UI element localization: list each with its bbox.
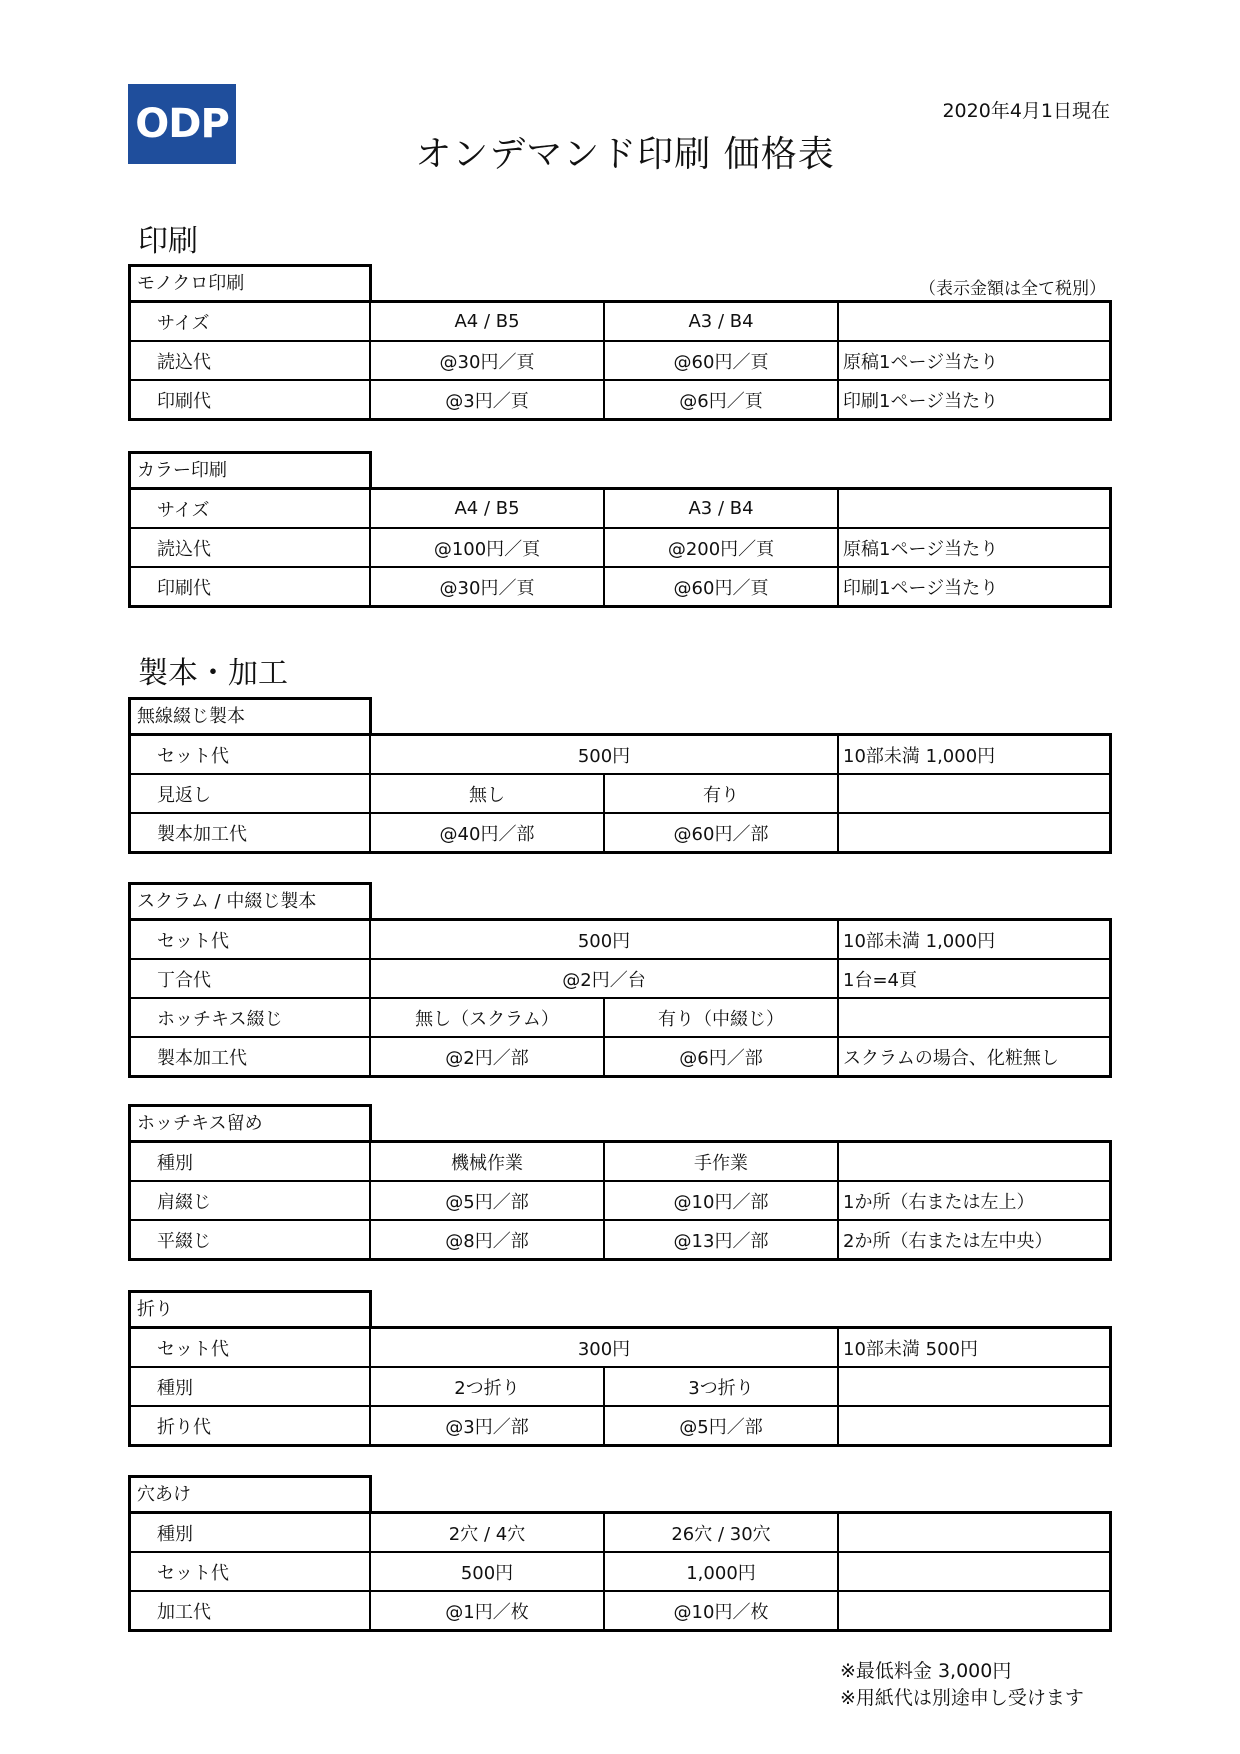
staple-grid [128,1140,1112,1261]
cell: @30円／頁 [369,568,603,605]
table-row [131,1329,1109,1366]
staple-table [128,1104,1112,1261]
staple-tab [128,1104,372,1140]
row-note [837,1514,1109,1551]
punch-grid [128,1511,1112,1632]
mono-tab-label: モノクロ印刷 [137,273,245,294]
row-label: サイズ [157,312,210,334]
mono-grid [128,300,1112,421]
row-note [837,999,1109,1036]
table-row [131,958,1109,997]
cell: 1,000円 [603,1553,837,1590]
row-note [837,1368,1109,1405]
page-title: オンデマンド印刷 価格表 [415,134,835,175]
row-note [837,1143,1109,1180]
table-row [131,1405,1109,1444]
table-row [131,736,1109,773]
row-note: 原稿1ページ当たり [837,342,1109,379]
row-note: 印刷1ページ当たり [837,568,1109,605]
cell: @6円／部 [603,1038,837,1075]
row-label: 見返し [157,784,211,806]
table-row [131,490,1109,527]
table-row [131,340,1109,379]
row-label: 種別 [157,1377,193,1399]
row-note [837,303,1109,340]
table-row [131,1143,1109,1180]
row-label: 製本加工代 [157,823,247,845]
cell: 有り（中綴じ） [603,999,837,1036]
scrum-tab [128,882,372,918]
table-row [131,921,1109,958]
scrum-binding-table [128,882,1112,1078]
perfect-binding-table [128,697,1112,854]
table-row [131,997,1109,1036]
cell: 500円 [369,736,837,773]
tax-note: （表示金額は全て税別） [919,279,1106,299]
row-label: 丁合代 [157,969,211,991]
row-label: 種別 [157,1152,193,1174]
table-row [131,566,1109,605]
row-label: 印刷代 [157,390,211,412]
row-label: セット代 [157,745,229,767]
cell: 300円 [369,1329,837,1366]
cell: @6円／頁 [603,381,837,418]
row-note: 原稿1ページ当たり [837,529,1109,566]
row-label: 製本加工代 [157,1047,247,1069]
table-row [131,773,1109,812]
row-note: 10部未満 1,000円 [837,736,1109,773]
row-label: 種別 [157,1523,193,1545]
cell: @13円／部 [603,1221,837,1258]
table-row [131,1551,1109,1590]
row-note: スクラムの場合、化粧無し [837,1038,1109,1075]
row-label: セット代 [157,1562,229,1584]
table-row [131,1180,1109,1219]
cell: @2円／部 [369,1038,603,1075]
perfect-tab-label: 無線綴じ製本 [137,706,245,727]
row-note: 1台=4頁 [837,960,1109,997]
fold-grid [128,1326,1112,1447]
table-row [131,1036,1109,1075]
cell: 有り [603,775,837,812]
row-note [837,1553,1109,1590]
cell: @8円／部 [369,1221,603,1258]
color-grid [128,487,1112,608]
staple-tab-label: ホッチキス留め [137,1113,263,1134]
table-row [131,1366,1109,1405]
cell: @60円／頁 [603,342,837,379]
row-label: ホッチキス綴じ [157,1008,283,1030]
cell: 26穴 / 30穴 [603,1514,837,1551]
cell: 手作業 [603,1143,837,1180]
row-note [837,1407,1109,1444]
table-row [131,812,1109,851]
row-note [837,814,1109,851]
cell: @60円／頁 [603,568,837,605]
cell: A4 / B5 [369,303,603,340]
section-binding: 製本・加工 [138,656,288,691]
cell: 2穴 / 4穴 [369,1514,603,1551]
cell: @200円／頁 [603,529,837,566]
cell: A3 / B4 [603,490,837,527]
row-label: サイズ [157,499,210,521]
cell: 機械作業 [369,1143,603,1180]
row-label: セット代 [157,930,229,952]
row-note: 1か所（右または左上） [837,1182,1109,1219]
row-label: 加工代 [157,1601,211,1623]
cell: @3円／部 [369,1407,603,1444]
footer-note-min-fee: ※最低料金 3,000円 [840,1660,1012,1682]
cell: @10円／枚 [603,1592,837,1629]
punch-tab-label: 穴あけ [137,1484,191,1505]
row-note: 10部未満 1,000円 [837,921,1109,958]
mono-tab [128,264,372,300]
logo-text: ODP [135,101,229,147]
perfect-tab [128,697,372,733]
cell: @2円／台 [369,960,837,997]
row-note [837,490,1109,527]
cell: 2つ折り [369,1368,603,1405]
cell: @100円／頁 [369,529,603,566]
cell: @10円／部 [603,1182,837,1219]
mono-print-table [128,264,1112,421]
cell: @60円／部 [603,814,837,851]
scrum-grid [128,918,1112,1078]
table-row [131,1590,1109,1629]
row-label: セット代 [157,1338,229,1360]
cell: 3つ折り [603,1368,837,1405]
row-label: 平綴じ [157,1230,211,1252]
color-tab [128,451,372,487]
punch-tab [128,1475,372,1511]
cell: A4 / B5 [369,490,603,527]
table-row [131,527,1109,566]
punch-table [128,1475,1112,1632]
row-label: 印刷代 [157,577,211,599]
row-label: 読込代 [157,351,211,373]
odp-logo [128,84,236,164]
scrum-tab-label: スクラム / 中綴じ製本 [137,891,317,912]
footer-note-paper: ※用紙代は別途申し受けます [840,1687,1084,1709]
cell: 500円 [369,921,837,958]
cell: A3 / B4 [603,303,837,340]
section-printing: 印刷 [138,224,198,259]
cell: @5円／部 [603,1407,837,1444]
cell: @40円／部 [369,814,603,851]
row-note: 2か所（右または左中央） [837,1221,1109,1258]
row-label: 読込代 [157,538,211,560]
table-row [131,1219,1109,1258]
color-print-table [128,451,1112,608]
row-note [837,775,1109,812]
cell: 500円 [369,1553,603,1590]
fold-table [128,1290,1112,1447]
fold-tab-label: 折り [137,1299,173,1320]
table-row [131,379,1109,418]
cell: 無し [369,775,603,812]
table-row [131,1514,1109,1551]
effective-date: 2020年4月1日現在 [942,100,1110,122]
cell: @3円／頁 [369,381,603,418]
cell: 無し（スクラム） [369,999,603,1036]
color-tab-label: カラー印刷 [137,460,227,481]
row-note [837,1592,1109,1629]
row-note: 印刷1ページ当たり [837,381,1109,418]
table-row [131,303,1109,340]
row-label: 折り代 [157,1416,211,1438]
perfect-grid [128,733,1112,854]
fold-tab [128,1290,372,1326]
cell: @5円／部 [369,1182,603,1219]
row-label: 肩綴じ [157,1191,211,1213]
cell: @1円／枚 [369,1592,603,1629]
cell: @30円／頁 [369,342,603,379]
row-note: 10部未満 500円 [837,1329,1109,1366]
